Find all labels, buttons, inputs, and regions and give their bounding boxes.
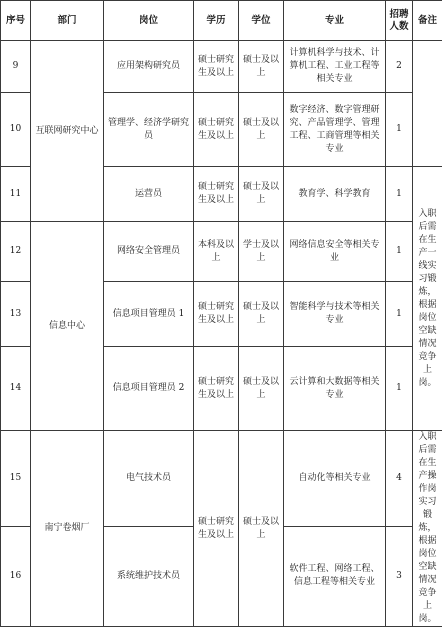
major-cell: 网络信息安全等相关专业 xyxy=(284,222,386,282)
count-cell: 1 xyxy=(386,347,413,431)
table-row xyxy=(1,222,442,282)
seq-cell: 10 xyxy=(1,93,31,167)
note-cell: 入职后需在生产操作岗实习锻炼，根据岗位空缺情况竞争上岗。 xyxy=(413,431,442,627)
table-row xyxy=(1,431,442,527)
major-cell: 智能科学与技术等相关专业 xyxy=(284,282,386,347)
edu-cell: 硕士研究生及以上 xyxy=(194,167,239,222)
post-cell: 电气技术员 xyxy=(104,431,194,527)
post-cell: 应用架构研究员 xyxy=(104,41,194,93)
post-cell: 系统维护技术员 xyxy=(104,526,194,626)
major-cell: 数字经济、数字管理研究、产品管理学、管理工程、工商管理等相关专业 xyxy=(284,93,386,167)
degree-cell: 硕士及以上 xyxy=(239,431,284,627)
major-cell: 软件工程、网络工程、信息工程等相关专业 xyxy=(284,526,386,626)
major-cell: 教育学、科学教育 xyxy=(284,167,386,222)
count-cell: 4 xyxy=(386,431,413,527)
count-cell: 3 xyxy=(386,526,413,626)
header-row xyxy=(1,1,442,41)
edu-cell: 本科及以上 xyxy=(194,222,239,282)
seq-cell: 16 xyxy=(1,526,31,626)
count-cell: 1 xyxy=(386,222,413,282)
header-seq: 序号 xyxy=(1,1,31,41)
count-cell: 1 xyxy=(386,282,413,347)
edu-cell: 硕士研究生及以上 xyxy=(194,93,239,167)
dept-cell: 互联网研究中心 xyxy=(31,41,104,222)
header-major: 专业 xyxy=(284,1,386,41)
seq-cell: 14 xyxy=(1,347,31,431)
degree-cell: 硕士及以上 xyxy=(239,347,284,431)
major-cell: 自动化等相关专业 xyxy=(284,431,386,527)
major-cell: 云计算和大数据等相关专业 xyxy=(284,347,386,431)
table-row xyxy=(1,41,442,93)
seq-cell: 12 xyxy=(1,222,31,282)
degree-cell: 硕士及以上 xyxy=(239,93,284,167)
seq-cell: 9 xyxy=(1,41,31,93)
header-dept: 部门 xyxy=(31,1,104,41)
post-cell: 运营员 xyxy=(104,167,194,222)
count-cell: 1 xyxy=(386,167,413,222)
edu-cell: 硕士研究生及以上 xyxy=(194,431,239,627)
post-cell: 信息项目管理员 1 xyxy=(104,282,194,347)
edu-cell: 硕士研究生及以上 xyxy=(194,347,239,431)
header-edu: 学历 xyxy=(194,1,239,41)
post-cell: 信息项目管理员 2 xyxy=(104,347,194,431)
degree-cell: 硕士及以上 xyxy=(239,282,284,347)
header-degree: 学位 xyxy=(239,1,284,41)
seq-cell: 11 xyxy=(1,167,31,222)
edu-cell: 硕士研究生及以上 xyxy=(194,282,239,347)
note-cell-empty xyxy=(413,41,442,167)
dept-cell: 南宁卷烟厂 xyxy=(31,431,104,627)
post-cell: 网络安全管理员 xyxy=(104,222,194,282)
degree-cell: 学士及以上 xyxy=(239,222,284,282)
count-cell: 2 xyxy=(386,41,413,93)
major-cell: 计算机科学与技术、计算机工程、工业工程等相关专业 xyxy=(284,41,386,93)
edu-cell: 硕士研究生及以上 xyxy=(194,41,239,93)
header-post: 岗位 xyxy=(104,1,194,41)
note-cell: 入职后需在生产一线实习锻炼，根据岗位空缺情况竞争上岗。 xyxy=(413,167,442,431)
degree-cell: 硕士及以上 xyxy=(239,167,284,222)
header-note: 备注 xyxy=(413,1,442,41)
dept-cell: 信息中心 xyxy=(31,222,104,431)
degree-cell: 硕士及以上 xyxy=(239,41,284,93)
seq-cell: 13 xyxy=(1,282,31,347)
seq-cell: 15 xyxy=(1,431,31,527)
header-count: 招聘人数 xyxy=(386,1,413,41)
count-cell: 1 xyxy=(386,93,413,167)
post-cell: 管理学、经济学研究员 xyxy=(104,93,194,167)
